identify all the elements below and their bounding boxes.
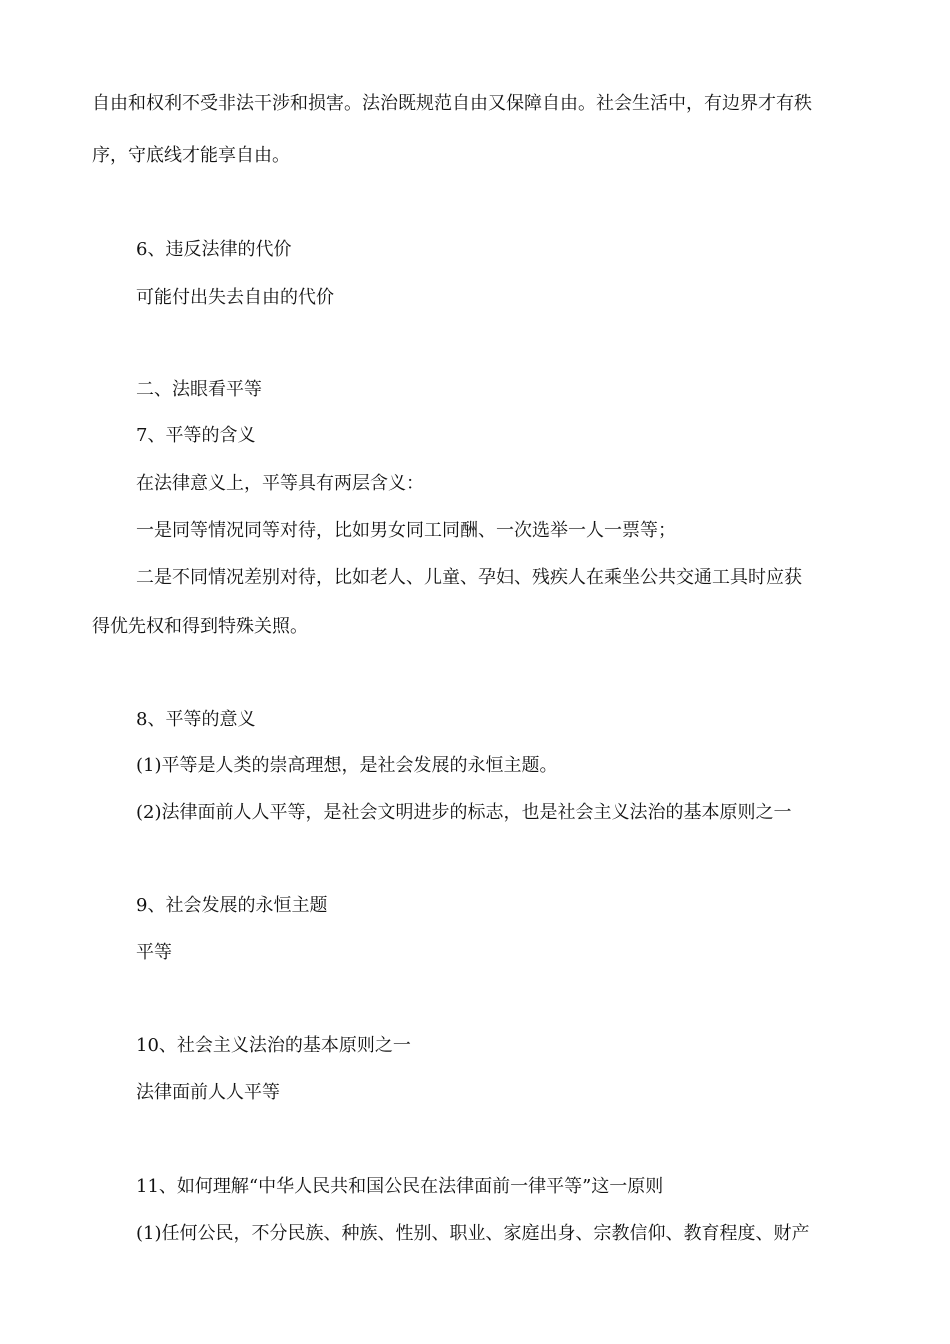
section-heading: 二、法眼看平等 <box>136 379 262 400</box>
paragraph-line: (1)平等是人类的崇高理想，是社会发展的永恒主题。 <box>136 755 558 776</box>
section-heading: 11、如何理解“中华人民共和国公民在法律面前一律平等”这一原则 <box>136 1176 664 1197</box>
section-heading: 10、社会主义法治的基本原则之一 <box>136 1035 411 1056</box>
paragraph-line: (1)任何公民，不分民族、种族、性别、职业、家庭出身、宗教信仰、教育程度、财产 <box>136 1223 810 1244</box>
paragraph-line: 自由和权利不受非法干涉和损害。法治既规范自由又保障自由。社会生活中，有边界才有秩 <box>92 93 812 114</box>
paragraph-line: (2)法律面前人人平等，是社会文明进步的标志，也是社会主义法治的基本原则之一 <box>136 802 792 823</box>
paragraph-line: 序，守底线才能享自由。 <box>92 145 290 166</box>
paragraph-line: 可能付出失去自由的代价 <box>136 287 334 308</box>
paragraph-line: 在法律意义上，平等具有两层含义： <box>136 473 424 494</box>
paragraph-line: 平等 <box>136 942 172 963</box>
section-heading: 9、社会发展的永恒主题 <box>136 895 328 916</box>
section-heading: 8、平等的意义 <box>136 709 256 730</box>
paragraph-line: 一是同等情况同等对待，比如男女同工同酬、一次选举一人一票等； <box>136 520 676 541</box>
paragraph-line: 法律面前人人平等 <box>136 1082 280 1103</box>
section-heading: 6、违反法律的代价 <box>136 239 292 260</box>
paragraph-line: 二是不同情况差别对待，比如老人、儿童、孕妇、残疾人在乘坐公共交通工具时应获 <box>136 567 802 588</box>
section-heading: 7、平等的含义 <box>136 425 256 446</box>
paragraph-line: 得优先权和得到特殊关照。 <box>92 616 308 637</box>
